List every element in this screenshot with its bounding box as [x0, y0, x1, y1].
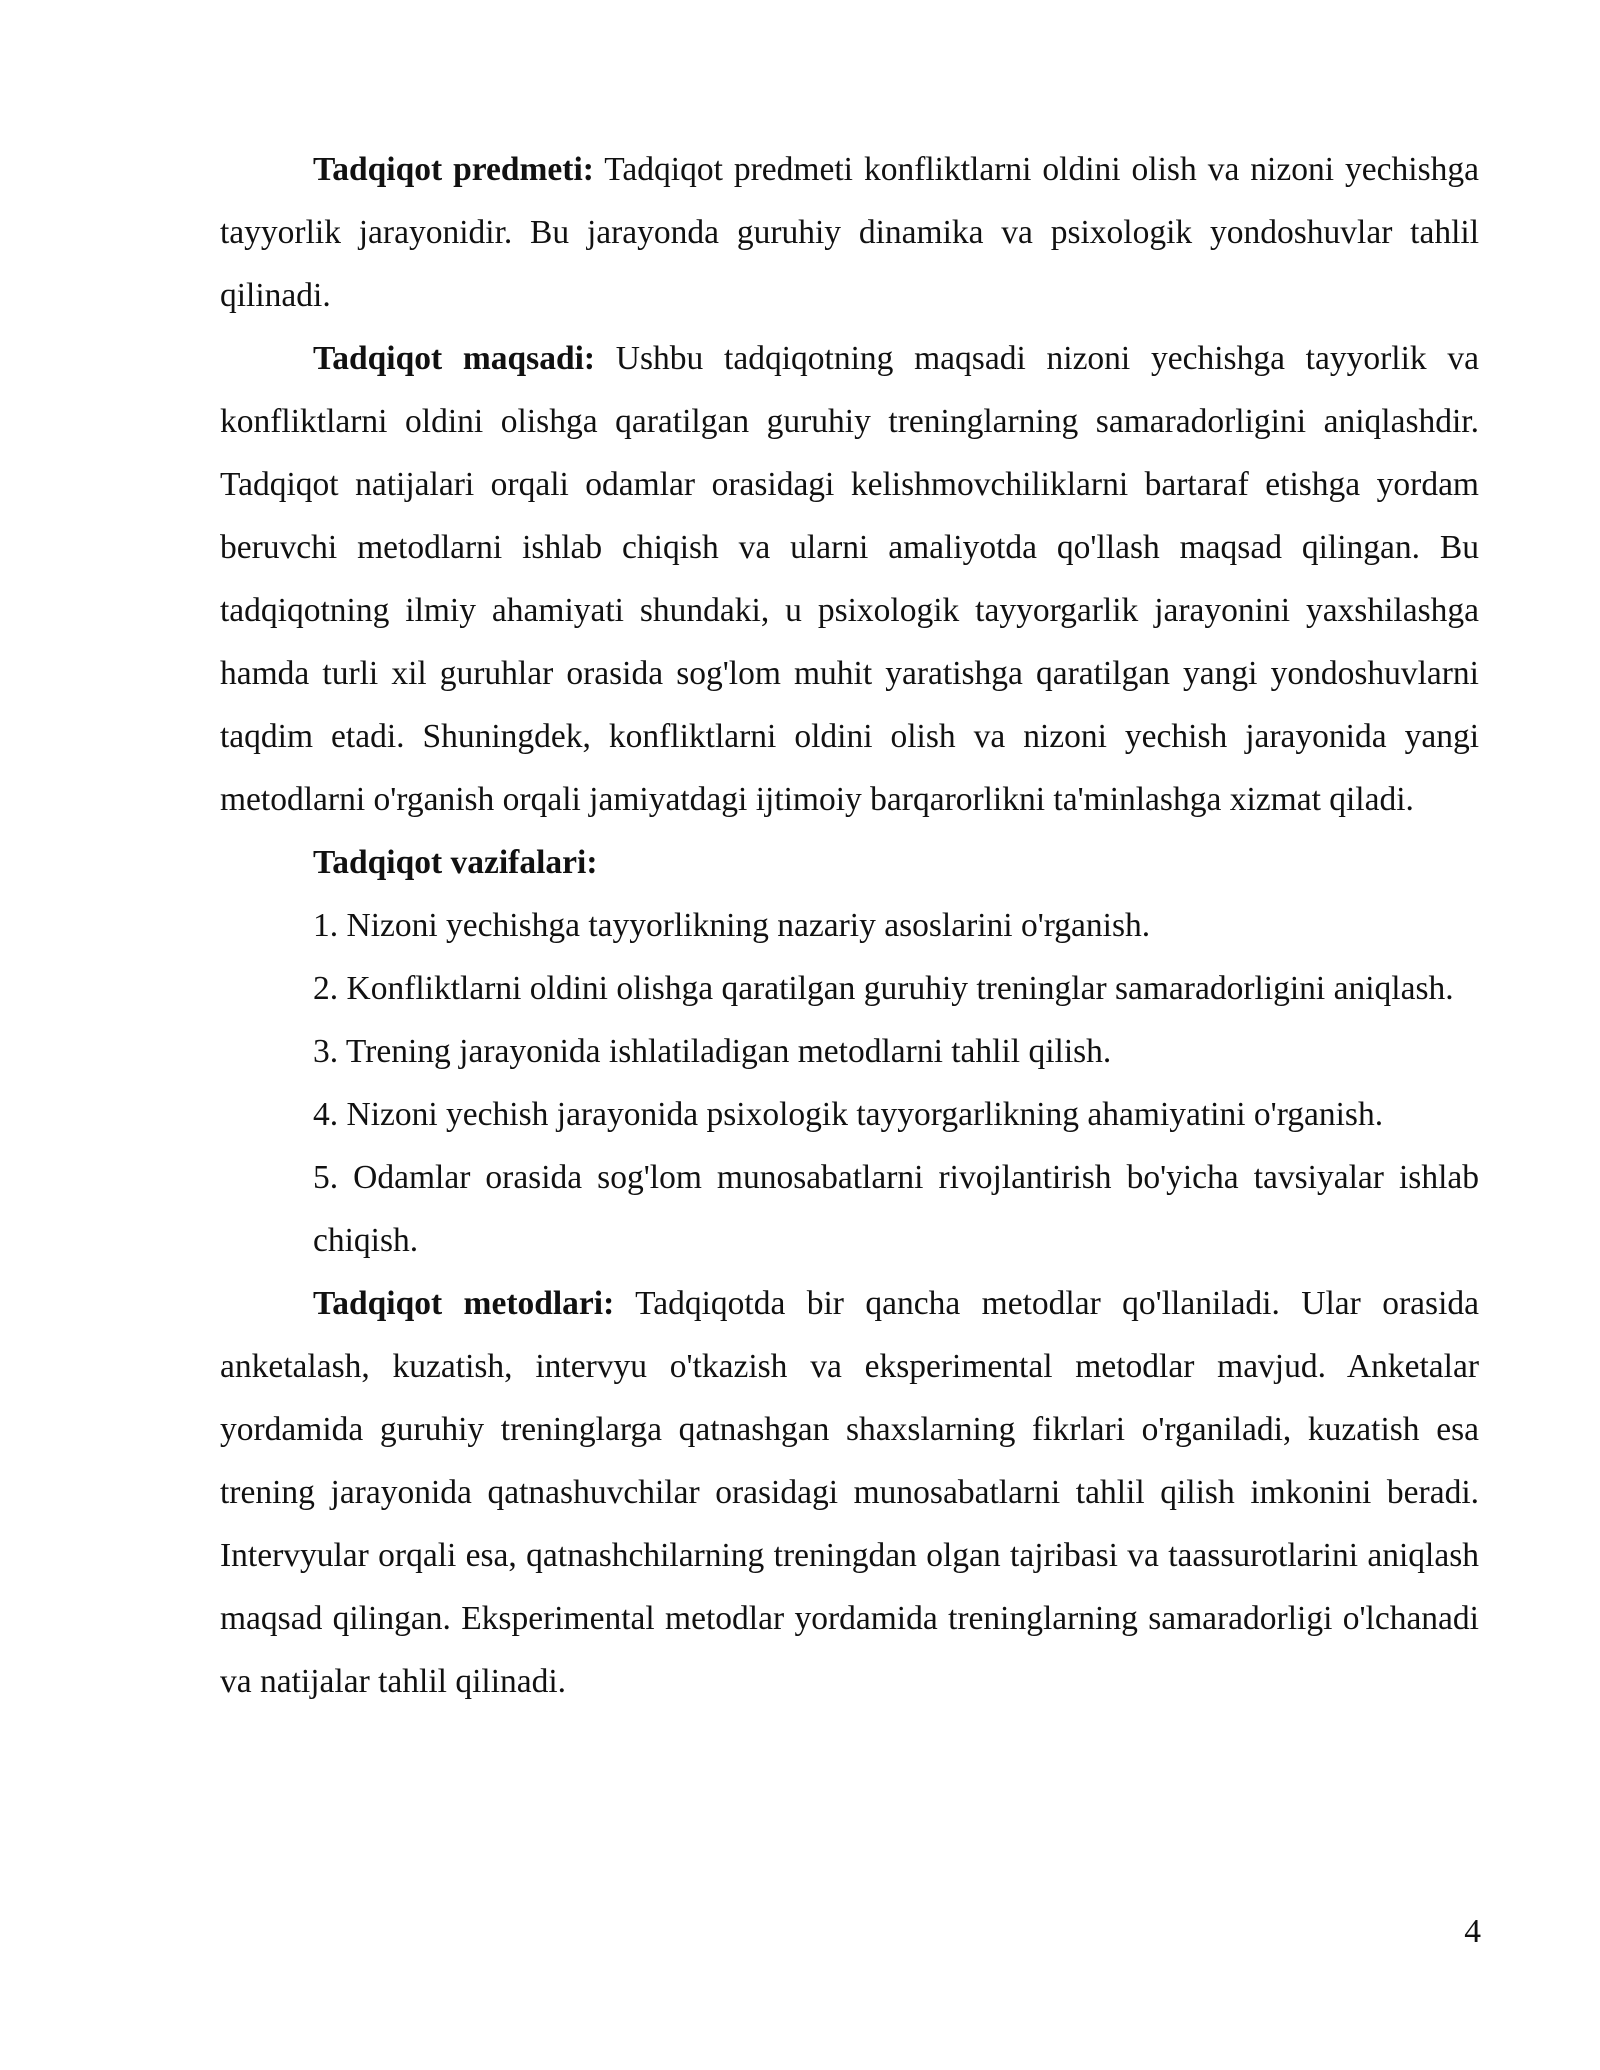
paragraph-lead: Tadqiqot metodlari:: [313, 1285, 615, 1322]
list-item: 2. Konfliktlarni oldini olishga qaratilgan guruhiy treninglar samaradorligini aniqlash.: [313, 970, 1454, 1007]
list-item: 1. Nizoni yechishga tayyorlikning nazariy asoslarini o'rganish.: [313, 907, 1151, 944]
tasks-list: [220, 894, 1479, 1272]
list-item: 3. Trening jarayonida ishlatiladigan metodlarni tahlil qilish.: [313, 1033, 1112, 1070]
paragraph-research-subject: [220, 138, 1479, 327]
list-item: 4. Nizoni yechish jarayonida psixologik tayyorgarlikning ahamiyatini o'rganish.: [313, 1096, 1384, 1133]
paragraph-text: Ushbu tadqiqotning maqsadi nizoni yechishga tayyorlik va konfliktlarni oldini olishga qaratilgan guruhiy treninglarning samaradorligini aniqlashdir. Tadqiqot natijalari orqali odamlar orasidagi kelishmovchiliklarni bartaraf etishga yordam beruvchi metodlarni ishlab chiqish va ularni amaliyotda qo'llash maqsad qilingan. Bu tadqiqotning ilmiy ahamiyati shundaki, u psixologik tayyorgarlik jarayonini yaxshilashga hamda turli xil guruhlar orasida sog'lom muhit yaratishga qaratilgan yangi yondoshuvlarni taqdim etadi. Shuningdek, konfliktlarni oldini olish va nizoni yechish jarayonida yangi metodlarni o'rganish orqali jamiyatdagi ijtimoiy barqarorlikni ta'minlashga xizmat qiladi.: [220, 340, 1480, 818]
document-page: [220, 138, 1479, 1713]
tasks-heading: Tadqiqot vazifalari:: [313, 844, 598, 881]
paragraph-lead: Tadqiqot maqsadi:: [313, 340, 596, 377]
page-number: 4: [1464, 1913, 1481, 1950]
paragraph-research-methods: [220, 1272, 1479, 1713]
paragraph-research-goal: [220, 327, 1479, 831]
paragraph-lead: Tadqiqot predmeti:: [313, 151, 594, 188]
list-item: 5. Odamlar orasida sog'lom munosabatlarni rivojlantirish bo'yicha tavsiyalar ishlab chiqish.: [313, 1159, 1479, 1259]
paragraph-text: Tadqiqot predmeti konfliktlarni oldini olish va nizoni yechishga tayyorlik jarayonidir. Bu jarayonda guruhiy dinamika va psixologik yondoshuvlar tahlil qilinadi.: [220, 151, 1479, 314]
paragraph-text: Tadqiqotda bir qancha metodlar qo'llaniladi. Ular orasida anketalash, kuzatish, intervyu o'tkazish va eksperimental metodlar mavjud. Anketalar yordamida guruhiy treninglarga qatnashgan shaxslarning fikrlari o'rganiladi, kuzatish esa trening jarayonida qatnashuvchilar orasidagi munosabatlarni tahlil qilish imkonini beradi. Intervyular orqali esa, qatnashchilarning treningdan olgan tajribasi va taassurotlarini aniqlash maqsad qilingan. Eksperimental metodlar yordamida treninglarning samaradorligi o'lchanadi va natijalar tahlil qilinadi.: [220, 1285, 1479, 1700]
